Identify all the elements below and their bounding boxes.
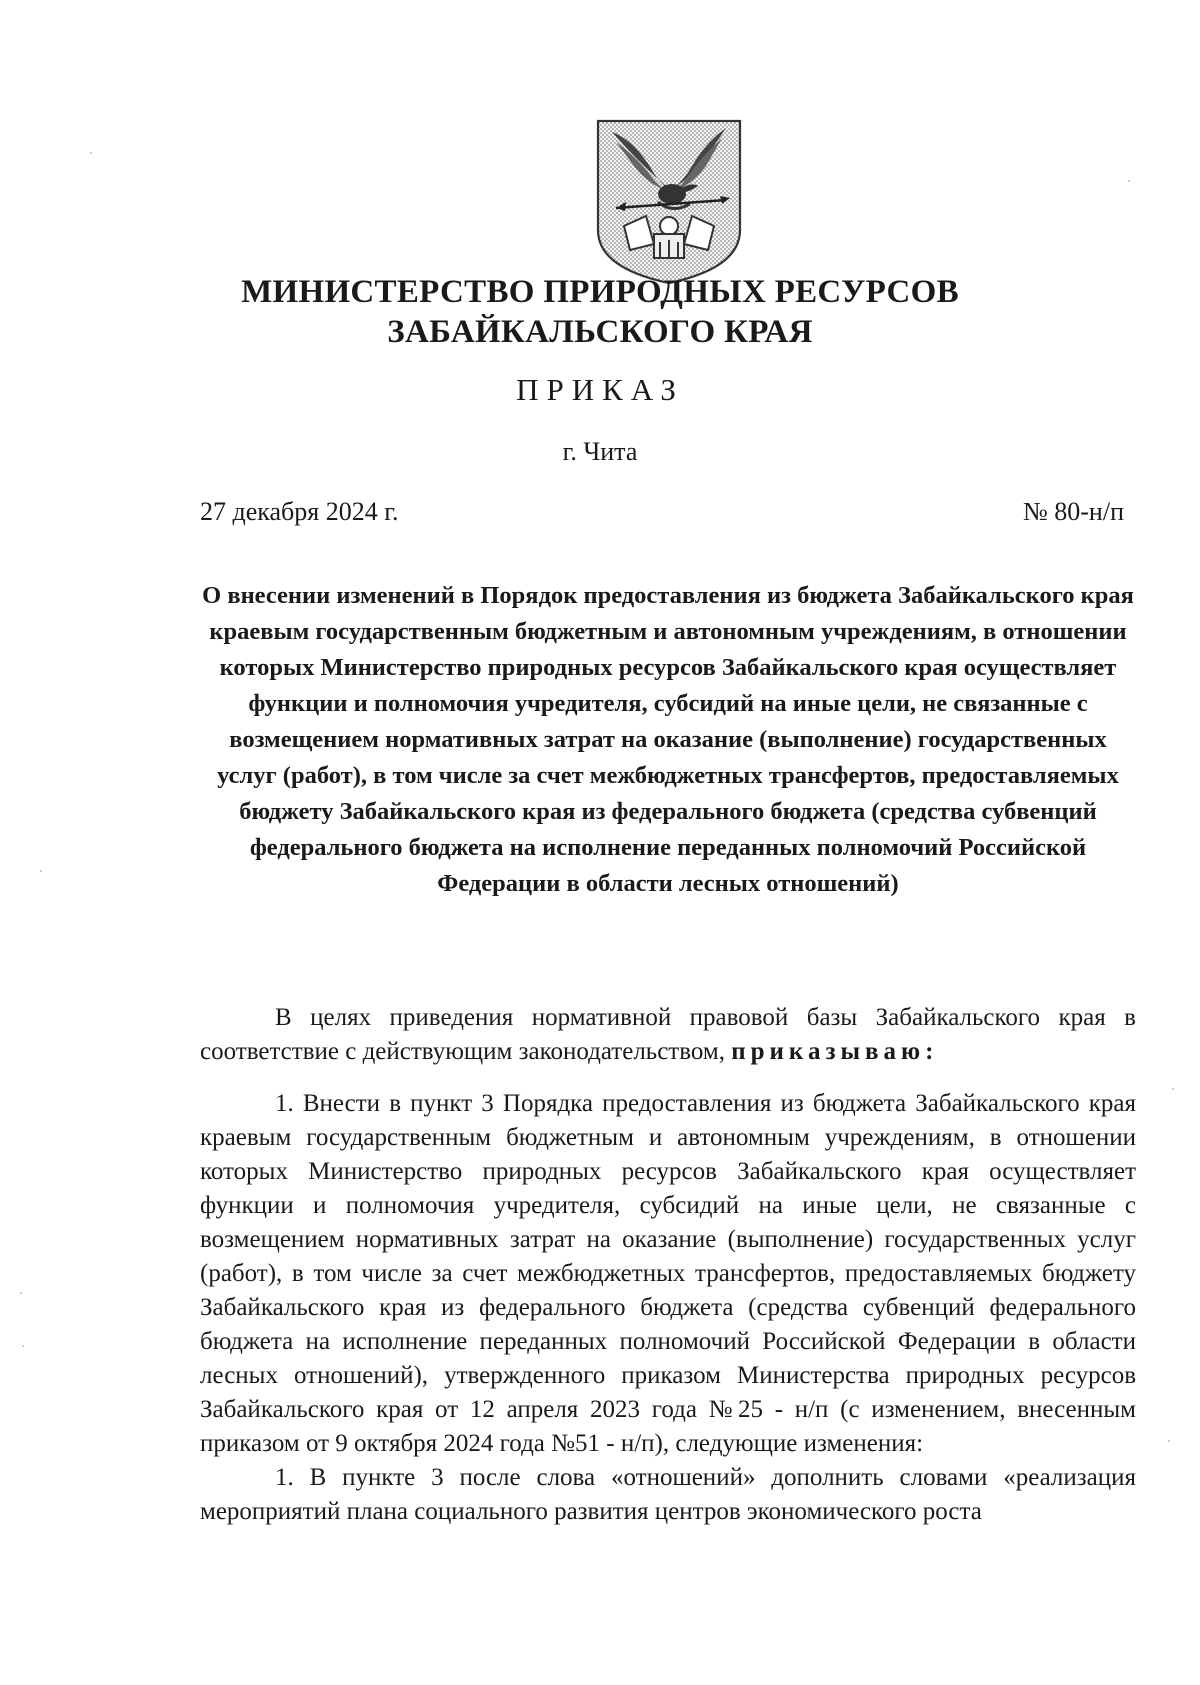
coat-of-arms-icon <box>594 118 744 286</box>
document-type: ПРИКАЗ <box>516 372 684 407</box>
ministry-name <box>200 272 1000 352</box>
document-number: № 80-н/п <box>1022 497 1124 526</box>
item-1-paragraph: 1. Внести в пункт 3 Порядка предоставления из бюджета Забайкальского края краевым государственным бюджетным и автономным учреждениям, в отношении которых Министерство природных ресурсов Забайкальского края осуществляет функции и полномочия учредителя, субсидий на иные цели, не связанные с возмещением нормативных затрат на оказание (выполнение) государственных услуг (работ), в том числе за счет межбюджетных трансфертов, предоставляемых бюджету Забайкальского края из федерального бюджета (средства субвенций федерального бюджета на исполнение переданных полномочий Российской Федерации в области лесных отношений), утвержденного приказом Министерства природных ресурсов Забайкальского края от 12 апреля 2023 года №25 - н/п (с изменением, внесенным приказом от 9 октября 2024 года №51 - н/п), следующие изменения: <box>200 1090 1136 1457</box>
city: г. Чита <box>562 437 638 466</box>
document-body <box>200 1001 1136 1529</box>
preamble-paragraph <box>200 1001 1136 1069</box>
ministry-name-line1: МИНИСТЕРСТВО ПРИРОДНЫХ РЕСУРСОВ <box>241 274 959 310</box>
document-date: 27 декабря 2024 г. <box>200 497 399 526</box>
document-title: О внесении изменений в Порядок предоставления из бюджета Забайкальского края краевым государственным бюджетным и автономным учреждениям, в отношении которых Министерство природных ресурсов Забайкальского края осуществляет функции и полномочия учредителя, субсидий на иные цели, не связанные с возмещением нормативных затрат на оказание (выполнение) государственных услуг (работ), в том числе за счет межбюджетных трансфертов, предоставляемых бюджету Забайкальского края из федерального бюджета (средства субвенций федерального бюджета на исполнение переданных полномочий Российской Федерации в области лесных отношений) <box>202 582 1134 897</box>
ministry-name-line2: ЗАБАЙКАЛЬСКОГО КРАЯ <box>387 314 813 350</box>
subitem-1-paragraph: 1. В пункте 3 после слова «отношений» дополнить словами «реализация мероприятий плана социального развития центров экономического роста <box>200 1464 1136 1525</box>
preamble-text: В целях приведения нормативной правовой базы Забайкальского края в соответствие с действующим законодательством, <box>200 1004 1136 1065</box>
order-word: приказываю: <box>731 1038 939 1065</box>
